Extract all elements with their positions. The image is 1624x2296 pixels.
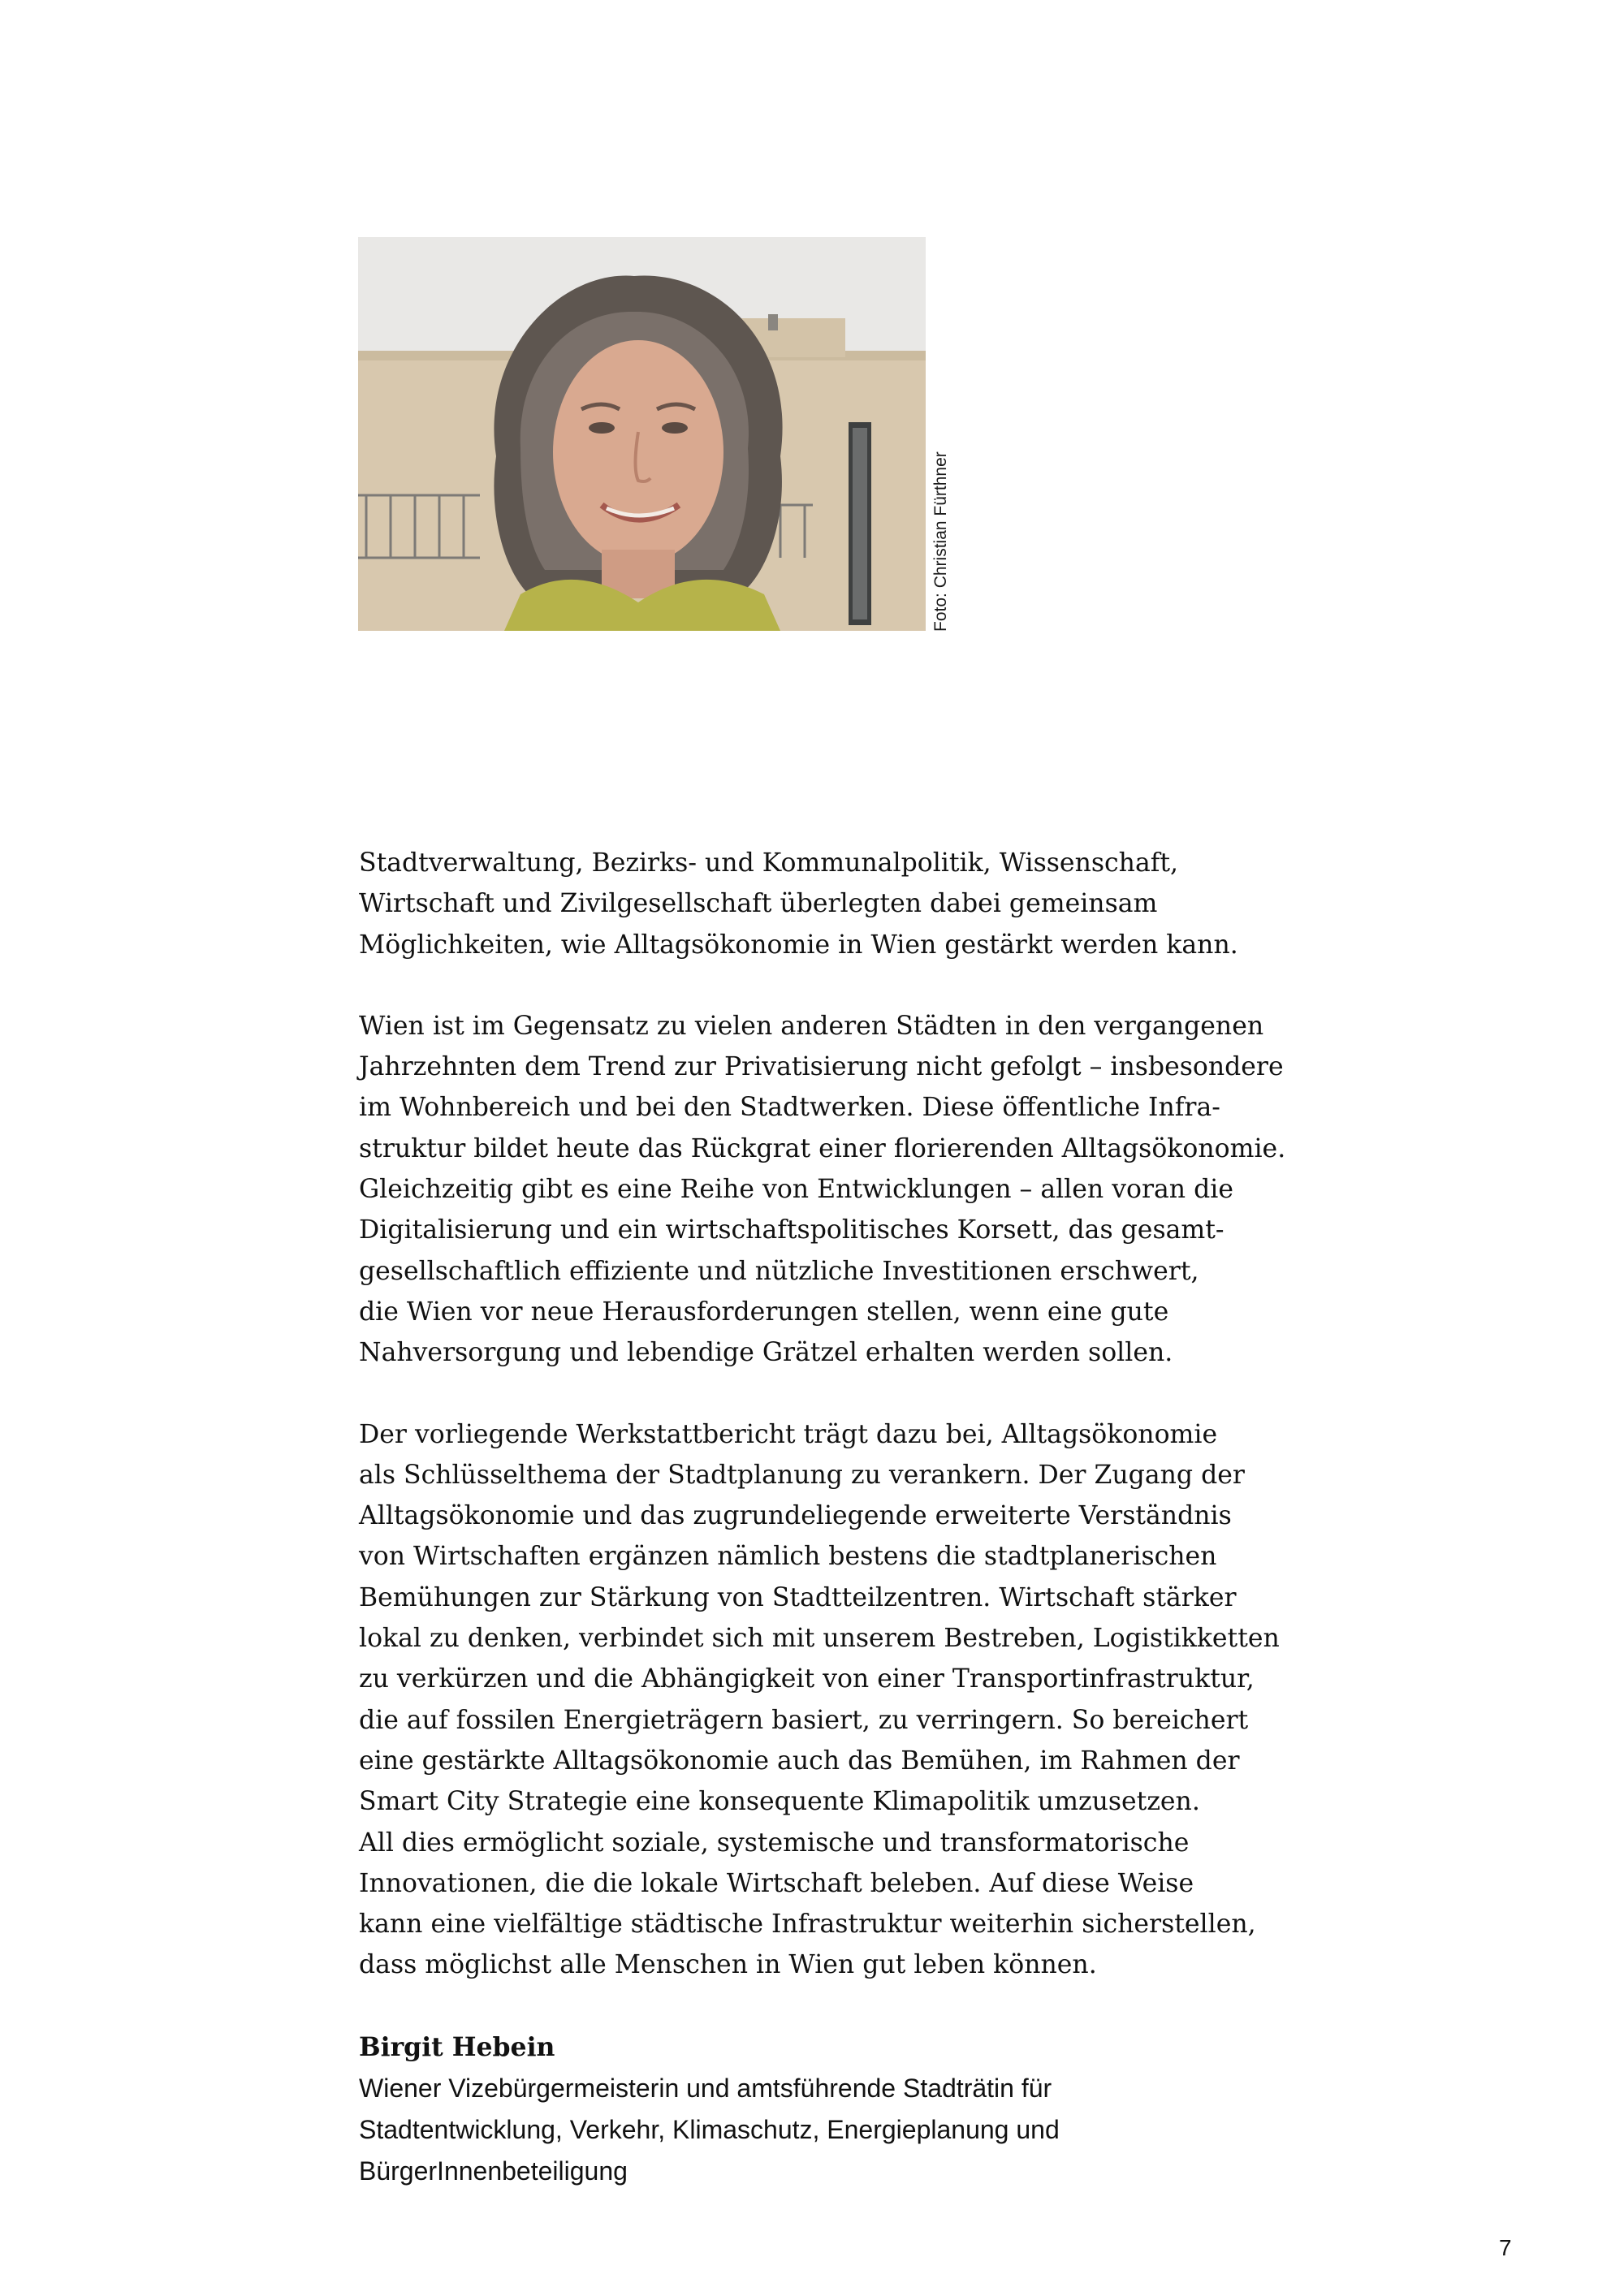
text-line: struktur bildet heute das Rückgrat einer florierenden Alltagsökonomie. <box>359 1133 1286 1163</box>
signature-role-line: Wiener Vizebürgermeisterin und amtsführende Stadträtin für <box>359 2074 1052 2103</box>
text-line: im Wohnbereich und bei den Stadtwerken. Diese öffentliche Infra- <box>359 1093 1220 1123</box>
text-line: die auf fossilen Energieträgern basiert, zu verringern. So bereichert <box>359 1705 1249 1735</box>
text-line: Bemühungen zur Stärkung von Stadtteilzentren. Wirtschaft stärker <box>359 1582 1237 1612</box>
page-number: 7 <box>1499 2235 1512 2260</box>
text-line: Wien ist im Gegensatz zu vielen anderen Städten in den vergangenen <box>359 1011 1264 1041</box>
text-line: Alltagsökonomie und das zugrundeliegende erweiterte Verständnis <box>359 1501 1232 1531</box>
text-line: zu verkürzen und die Abhängigkeit von einer Transportinfrastruktur, <box>359 1664 1255 1694</box>
text-line: die Wien vor neue Herausforderungen stellen, wenn eine gute <box>359 1297 1169 1327</box>
text-line: Gleichzeitig gibt es eine Reihe von Entwicklungen – allen voran die <box>359 1175 1233 1205</box>
paragraph-2 <box>359 1006 1293 1374</box>
paragraph-1 <box>359 843 1293 965</box>
signature-role <box>359 2068 1333 2192</box>
text-line: von Wirtschaften ergänzen nämlich bestens die stadtplanerischen <box>359 1542 1217 1572</box>
text-line: Innovationen, die die lokale Wirtschaft beleben. Auf diese Weise <box>359 1868 1194 1898</box>
text-line: Stadtverwaltung, Bezirks- und Kommunalpolitik, Wissenschaft, <box>359 848 1179 878</box>
signature-block <box>359 2027 1333 2192</box>
text-line: Digitalisierung und ein wirtschaftspolitisches Korsett, das gesamt- <box>359 1215 1224 1245</box>
signature-role-line: Stadtentwicklung, Verkehr, Klimaschutz, Energieplanung und <box>359 2115 1060 2144</box>
portrait-photo-image <box>358 237 926 631</box>
text-line: Möglichkeiten, wie Alltagsökonomie in Wien gestärkt werden kann. <box>359 930 1238 960</box>
text-line: Wirtschaft und Zivilgesellschaft überlegten dabei gemeinsam <box>359 889 1158 919</box>
text-line: als Schlüsselthema der Stadtplanung zu verankern. Der Zugang der <box>359 1460 1245 1490</box>
portrait-photo <box>358 237 926 631</box>
signature-role-line: BürgerInnenbeteiligung <box>359 2156 628 2186</box>
text-line: Smart City Strategie eine konsequente Klimapolitik umzusetzen. <box>359 1787 1200 1817</box>
signature-name: Birgit Hebein <box>359 2032 555 2062</box>
text-line: Nahversorgung und lebendige Grätzel erhalten werden sollen. <box>359 1338 1173 1368</box>
text-line: kann eine vielfältige städtische Infrastruktur weiterhin sicherstellen, <box>359 1910 1256 1940</box>
photo-credit: Foto: Christian Fürthner <box>931 451 950 632</box>
paragraph-3 <box>359 1414 1293 1986</box>
text-line: lokal zu denken, verbindet sich mit unserem Bestreben, Logistikketten <box>359 1624 1280 1654</box>
text-line: Jahrzehnten dem Trend zur Privatisierung nicht gefolgt – insbesondere <box>359 1052 1284 1082</box>
text-line: dass möglichst alle Menschen in Wien gut leben können. <box>359 1950 1097 1980</box>
text-line: gesellschaftlich effiziente und nützliche Investitionen erschwert, <box>359 1256 1199 1286</box>
text-line: eine gestärkte Alltagsökonomie auch das Bemühen, im Rahmen der <box>359 1746 1240 1776</box>
text-line: Der vorliegende Werkstattbericht trägt dazu bei, Alltagsökonomie <box>359 1419 1218 1449</box>
text-line: All dies ermöglicht soziale, systemische und transformatorische <box>359 1828 1190 1858</box>
body-text <box>359 843 1293 2026</box>
